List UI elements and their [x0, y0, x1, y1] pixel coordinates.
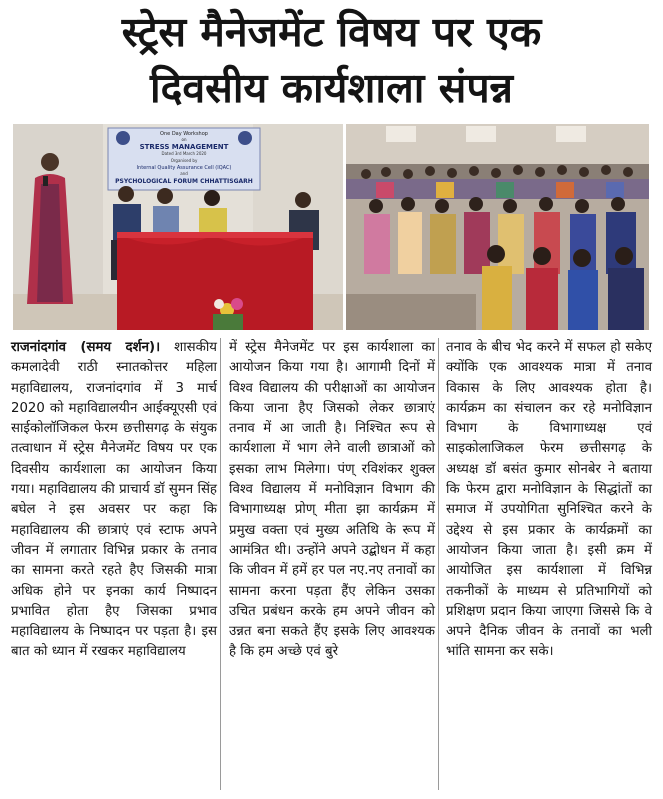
article-column-3	[446, 338, 652, 663]
dateline: राजनांदगांव (समय दर्शन)।	[11, 340, 161, 355]
headline-line-1: स्ट्रेस मैनेजमेंट विषय पर एक	[121, 8, 542, 56]
article-column-2	[229, 338, 435, 663]
banner-workshop: One Day Workshop	[160, 131, 208, 137]
article-text-2: में स्ट्रेस मैनेजमेंट पर इस कार्यशाला का आयोजन किया गया है। आगामी दिनों में विश्व विद्यालय की परीक्षाओं का आयोजन किया जाना हैए जिसको लेकर छात्राएं तनाव में आ जाती है। निश्चित रूप से कार्यशाला में भाग लेने वाली छात्राओं को इसका लाभ मिलेगा। पंण् रविशंकर शुक्ल विश्व विद्यालय में मनोविज्ञान विभाग की विभागाध्यक्ष प्रोण् मीता झा कार्यक्रम में प्रमुख वक्ता एवं मुख्य अतिथि के रूप में आमंत्रित थी। उन्होंने अपने उद्बोधन में कहा कि जीवन में हमें हर पल नए.नए तनावों का सामना करना पड़ता हैंए लेकिन उसका उचित प्रबंधन करके हम अपने जीवन को उन्नत बना सकते हैंए इसके लिए आवश्यक है कि हम अच्छे एवं बुरे	[229, 340, 435, 660]
stage-photo	[13, 124, 343, 330]
audience-photo	[346, 124, 649, 330]
headline-line-2: दिवसीय कार्यशाला संपन्न	[149, 64, 514, 112]
banner-on: on	[181, 137, 187, 142]
headline	[0, 4, 663, 120]
column-rule	[220, 338, 221, 790]
banner-title: STRESS MANAGEMENT	[139, 143, 229, 151]
banner-by: Organised by	[170, 158, 198, 163]
stage-scene	[13, 124, 343, 330]
banner-and: and	[180, 171, 188, 176]
article-text-3: तनाव के बीच भेद करने में सफल हो सकेए क्योंकि एक आवश्यक मात्रा में तनाव विकास के लिए आवश्यक होता है। कार्यक्रम का संचालन कर रहे मनोविज्ञान विभाग के विभागाध्यक्ष एवं साइकोलाजिकल फेरम छत्तीसगढ़ के अध्यक्ष डॉ बसंत कुमार सोनबेर ने बताया कि फेरम द्वारा मनोविज्ञान के सिद्धांतों का समाज में उपयोगिता सुनिश्चित करने के उद्देश्य से इस प्रकार के कार्यक्रमों का आयोजन किया जाता है। इसी क्रम में आयोजित इस कार्यशाला में विभिन्न तकनीकों के माध्यम से प्रतिभागियों को प्रशिक्षण प्रदान किया जाएगा जिससे कि वे अपने दैनिक जीवन के तनावों का भली भांति सामना कर सके।	[446, 340, 652, 660]
photo-strip	[13, 124, 649, 330]
banner-date: Dated 3rd March 2020	[161, 151, 207, 156]
column-rule	[438, 338, 439, 790]
banner-forum: PSYCHOLOGICAL FORUM CHHATTISGARH	[115, 178, 253, 185]
audience-scene	[346, 124, 649, 330]
article-column-1	[11, 338, 217, 663]
article-text-1: शासकीय कमलादेवी राठी स्नातकोत्तर महिला महाविद्यालय, राजनांदगांव में 3 मार्च 2020 को महाविद्यालयीन आईक्यूएसी एवं साईकोलॉजिकल फेरम छत्तीसगढ़ के संयुक तत्वाधान में स्ट्रेस मैनेजमेंट विषय पर एक दिवसीय कार्यशाला का आयोजन किया गया। महाविद्यालय की प्राचार्य डॉ सुमन सिंह बघेल ने इस अवसर पर कहा कि महाविद्यालय की छात्राएं एवं स्टाफ अपने जीवन में लगातार विभिन्न प्रकार के तनाव का सामना करते रहते हैए जिसकी मात्रा अधिक होने पर इनका कार्य निष्पादन प्रभावित होता हैए जिसका प्रभाव महाविद्यालय के निष्पादन पर पड़ता है। इस बात को ध्यान में रखकर महाविद्यालय	[11, 340, 218, 660]
banner-cell: Internal Quality Assurance Cell (IQAC)	[136, 165, 232, 171]
